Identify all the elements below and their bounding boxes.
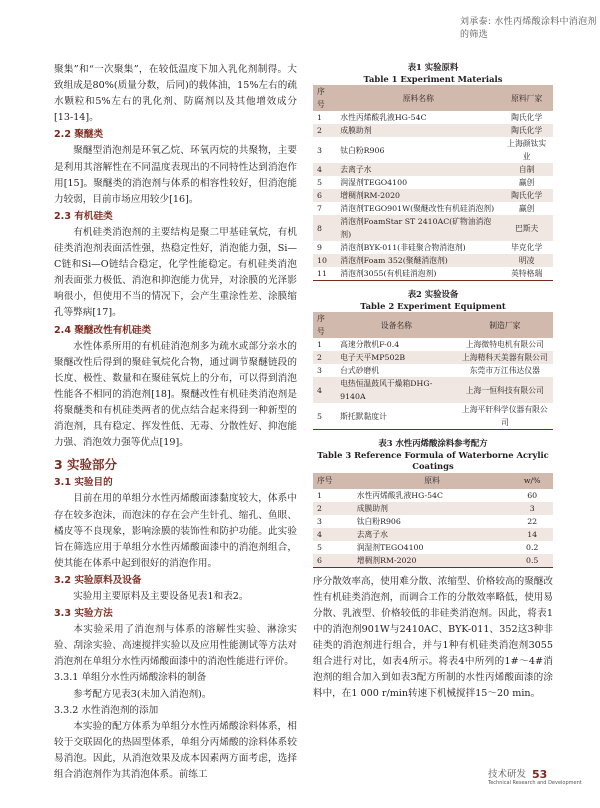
table-row xyxy=(313,176,553,189)
table-cell: 3 xyxy=(313,364,336,377)
right-column xyxy=(313,62,553,702)
table-cell: 自制 xyxy=(500,163,553,176)
table1-header: 序号 xyxy=(313,85,336,111)
page-number: 53 xyxy=(532,768,548,781)
table-row xyxy=(313,202,553,215)
table-cell: 7 xyxy=(313,202,336,215)
table-row xyxy=(313,124,553,137)
table-cell: 水性丙烯酸乳液HG-54C xyxy=(353,489,512,502)
table-cell: 4 xyxy=(313,528,353,541)
running-header: 刘承泰: 水性丙烯酸涂料中消泡剂的筛选 xyxy=(460,17,597,40)
table-cell: 5 xyxy=(313,176,336,189)
table-cell: 上海颜钛实业 xyxy=(500,137,553,163)
paragraph: 聚醚型消泡剂是环氧乙烷、环氧丙烷的共聚物，主要是利用其溶解性在不同温度表现出的不同特性达到消泡作用[15]。聚醚类的消泡剂与体系的相容性较好，但消泡能力较弱，目前市场应用较少[16]。 xyxy=(54,145,297,205)
table-cell: 高速分散机F-0.4 xyxy=(336,338,457,351)
table-cell: 1 xyxy=(313,338,336,351)
table1 xyxy=(313,85,553,281)
table-cell: 陶氏化学 xyxy=(500,189,553,202)
table-cell: 11 xyxy=(313,267,336,280)
table-cell: 成膜助剂 xyxy=(336,124,500,137)
table-row xyxy=(313,489,553,502)
table-cell: 电热恒温鼓风干燥箱DHG-9140A xyxy=(336,377,457,403)
table-cell: 2 xyxy=(313,124,336,137)
footer-section-subtitle: Technical Research and Development xyxy=(488,780,582,786)
table-cell: 钛白粉R906 xyxy=(336,137,500,163)
table-cell: 60 xyxy=(511,489,553,502)
table-row xyxy=(313,189,553,202)
table-cell: 增稠剂RM-2020 xyxy=(336,189,500,202)
table-cell: 6 xyxy=(313,554,353,567)
table-cell: 去离子水 xyxy=(353,528,512,541)
paragraph: 聚集”和“一次聚集”，在较低温度下加入乳化剂制得。大致组成是80%(质量分数，后同)的载体油，15%左右的疏水颗粒和5%左右的乳化剂、防腐剂以及其他增效成分[13-14]。 xyxy=(54,64,297,124)
table-cell: 水性丙烯酸乳液HG-54C xyxy=(336,111,500,124)
paragraph: 有机硅类消泡剂的主要结构是聚二甲基硅氧烷，有机硅类消泡剂表面活性强，热稳定性好，消泡能力强，Si—C链和Si—O链结合稳定，化学性能稳定。有机硅类消泡剂表面张力极低、消泡和抑泡能力优异，对涂膜的光泽影响很小，但使用不当的情况下，会产生重涂性差、涂膜缩孔等弊病[17]。 xyxy=(54,226,297,319)
table-row xyxy=(313,502,553,515)
subsection-heading-3-3-1: 3.3.1 单组分水性丙烯酸涂料的制备 xyxy=(54,672,207,684)
table-cell: 陶氏化学 xyxy=(500,124,553,137)
table-cell: 0.5 xyxy=(511,554,553,567)
table-row xyxy=(313,403,553,429)
table-cell: 上海微特电机有限公司 xyxy=(457,338,553,351)
table-cell: 润湿剂TEGO4100 xyxy=(353,541,512,554)
table-cell: 成膜助剂 xyxy=(353,502,512,515)
table-cell: 赢创 xyxy=(500,176,553,189)
table-cell: 10 xyxy=(313,254,336,267)
table1-header: 原料名称 xyxy=(336,85,500,111)
table-cell: 14 xyxy=(511,528,553,541)
section-heading-2-4: 2.4 聚醚改性有机硅类 xyxy=(54,324,152,336)
table-cell: 东莞市万江伟达仪器 xyxy=(457,364,553,377)
paragraph: 序分散效率高，使用难分散、浓缩型、价格较高的聚醚改性有机硅类消泡剂，而调合工作的分散效率略低，使用易分散、乳液型、价格较低的非硅类消泡剂。因此，将表1中的消泡剂901W与2410AC、BYK-011、352这3种非硅类的消泡剂进行组合，并与1种有机硅类消泡剂3055组合进行对比，如表4所示。将表4中所列的1#～4#消泡剂的组合加入到如表3配方所制的水性丙烯酸面漆的涂料中，在1 000 r/min转速下机械搅拌15～20 min。 xyxy=(313,575,553,700)
table-cell: 5 xyxy=(313,403,336,429)
table-cell: 去离子水 xyxy=(336,163,500,176)
table-cell: 巴斯夫 xyxy=(500,215,553,241)
table-cell: 赢创 xyxy=(500,202,553,215)
table-cell: 3 xyxy=(511,502,553,515)
table-row xyxy=(313,215,553,241)
table2-header: 序号 xyxy=(313,312,336,338)
table-cell: 4 xyxy=(313,163,336,176)
section-heading-2-3: 2.3 有机硅类 xyxy=(54,210,113,222)
table-cell: 8 xyxy=(313,215,336,241)
table-cell: 6 xyxy=(313,189,336,202)
table-cell: 消泡剂BYK-011(非硅聚合物消泡剂) xyxy=(336,241,500,254)
table1-header: 原料厂家 xyxy=(500,85,553,111)
table-row xyxy=(313,241,553,254)
table1-caption-cn: 表1 实验原料 xyxy=(407,62,459,72)
table-row xyxy=(313,528,553,541)
footer-section-title: 技术研发 xyxy=(488,769,527,780)
table-row xyxy=(313,377,553,403)
table2 xyxy=(313,312,553,430)
left-column xyxy=(54,62,297,783)
table-cell: 钛白粉R906 xyxy=(353,515,512,528)
table-cell: 4 xyxy=(313,377,336,403)
table-cell: 增稠剂RM-2020 xyxy=(353,554,512,567)
table3-header: 序号 xyxy=(313,473,353,489)
table-row xyxy=(313,137,553,163)
table1-caption-en: Table 1 Experiment Materials xyxy=(363,73,503,84)
table-cell: 斯托默黏度计 xyxy=(336,403,457,429)
table-row xyxy=(313,515,553,528)
table-cell: 1 xyxy=(313,111,336,124)
table-row xyxy=(313,351,553,364)
section-heading-3-3: 3.3 实验方法 xyxy=(54,608,113,620)
table-cell: 英特格瑞 xyxy=(500,267,553,280)
table-cell: 上海精科天美器有限公司 xyxy=(457,351,553,364)
table-cell: 明凌 xyxy=(500,254,553,267)
table-cell: 5 xyxy=(313,541,353,554)
subsection-heading-3-3-2: 3.3.2 水性消泡剂的添加 xyxy=(54,704,159,716)
table-row xyxy=(313,267,553,280)
table-cell: 润湿剂TEGO4100 xyxy=(336,176,500,189)
table-row xyxy=(313,163,553,176)
paragraph: 本实验采用了消泡剂与体系的溶解性实验、淋涂实验、刮涂实验、高速搅拌实验以及应用性能测试等方法对消泡剂在单组分水性丙烯酸面漆中的消泡性能进行评价。 xyxy=(54,624,297,668)
paragraph: 水性体系所用的有机硅消泡剂多为疏水或部分亲水的聚醚改性后得到的聚硅氧烷化合物，通过调节聚醚链段的长度、极性、数量和在聚硅氧烷上的分布，可以得到消泡性能各不相同的消泡剂[18]。聚醚改性有机硅类消泡剂是将聚醚类和有机硅类两者的优点结合起来得到一种新型的消泡剂，具有稳定、挥发性低、无毒、分散性好、抑泡能力强、消泡效力强等优点[19]。 xyxy=(54,340,297,449)
table2-header: 制造厂家 xyxy=(457,312,553,338)
table-cell: 台式砂磨机 xyxy=(336,364,457,377)
table-cell: 消泡剂Foam 352(聚醚消泡剂) xyxy=(336,254,500,267)
table-cell: 陶氏化学 xyxy=(500,111,553,124)
paragraph: 实验用主要原料及主要设备见表1和表2。 xyxy=(73,591,249,602)
table3 xyxy=(313,473,553,568)
table-cell: 毕克化学 xyxy=(500,241,553,254)
table-row xyxy=(313,554,553,567)
table3-caption-en-2: Coatings xyxy=(412,461,454,471)
table-cell: 2 xyxy=(313,351,336,364)
section-heading-3-2: 3.2 实验原料及设备 xyxy=(54,574,142,586)
section-heading-3: 3 实验部分 xyxy=(54,457,118,473)
table-cell: 消泡剂3055(有机硅消泡剂) xyxy=(336,267,500,280)
table-cell: 3 xyxy=(313,515,353,528)
table-cell: 0.2 xyxy=(511,541,553,554)
table-cell: 消泡剂TEGO901W(聚醚改性有机硅消泡剂) xyxy=(336,202,500,215)
table-row xyxy=(313,111,553,124)
table-cell: 22 xyxy=(511,515,553,528)
table-cell: 上海一恒科技有限公司 xyxy=(457,377,553,403)
section-heading-3-1: 3.1 实验目的 xyxy=(54,477,113,489)
table-row xyxy=(313,364,553,377)
table-row xyxy=(313,338,553,351)
table-cell: 1 xyxy=(313,489,353,502)
table-cell: 2 xyxy=(313,502,353,515)
paragraph: 参考配方见表3(未加入消泡剂)。 xyxy=(73,688,212,700)
table2-caption-cn: 表2 实验设备 xyxy=(407,289,459,299)
section-heading-2-2: 2.2 聚醚类 xyxy=(54,129,104,141)
table-cell: 电子天平MP502B xyxy=(336,351,457,364)
table-row xyxy=(313,254,553,267)
table2-header: 设备名称 xyxy=(336,312,457,338)
table2-caption-en: Table 2 Experiment Equipment xyxy=(360,300,506,311)
paragraph: 本实验的配方体系为单组分水性丙烯酸涂料体系，相较于交联固化的热固型体系，单组分丙烯酸的涂料体系较易消泡。因此，从消泡效果及成本因素两方面考虑，选择组合消泡剂作为其消泡体系。前练工 xyxy=(54,720,297,781)
paragraph: 目前在用的单组分水性丙烯酸面漆黏度较大，体系中存在较多泡沫，而泡沫的存在会产生针孔、缩孔、鱼眼、橘皮等不良现象，影响涂膜的装饰性和防护功能。此实验旨在筛选应用于单组分水性丙烯酸面漆中的消泡剂组合，使其能在体系中起到很好的消泡作用。 xyxy=(54,493,297,569)
table-cell: 9 xyxy=(313,241,336,254)
table3-caption-cn: 表3 水性丙烯酸涂料参考配方 xyxy=(378,438,488,448)
table-row xyxy=(313,541,553,554)
table-cell: 3 xyxy=(313,137,336,163)
table3-header: w/% xyxy=(511,473,553,489)
table3-header: 原料 xyxy=(353,473,512,489)
table3-caption-en: Table 3 Reference Formula of Waterborne Acrylic xyxy=(317,449,549,460)
table-cell: 上海平轩科学仪器有限公司 xyxy=(457,403,553,429)
table-cell: 消泡剂FoamStar ST 2410AC(矿物油消泡剂) xyxy=(336,215,500,241)
